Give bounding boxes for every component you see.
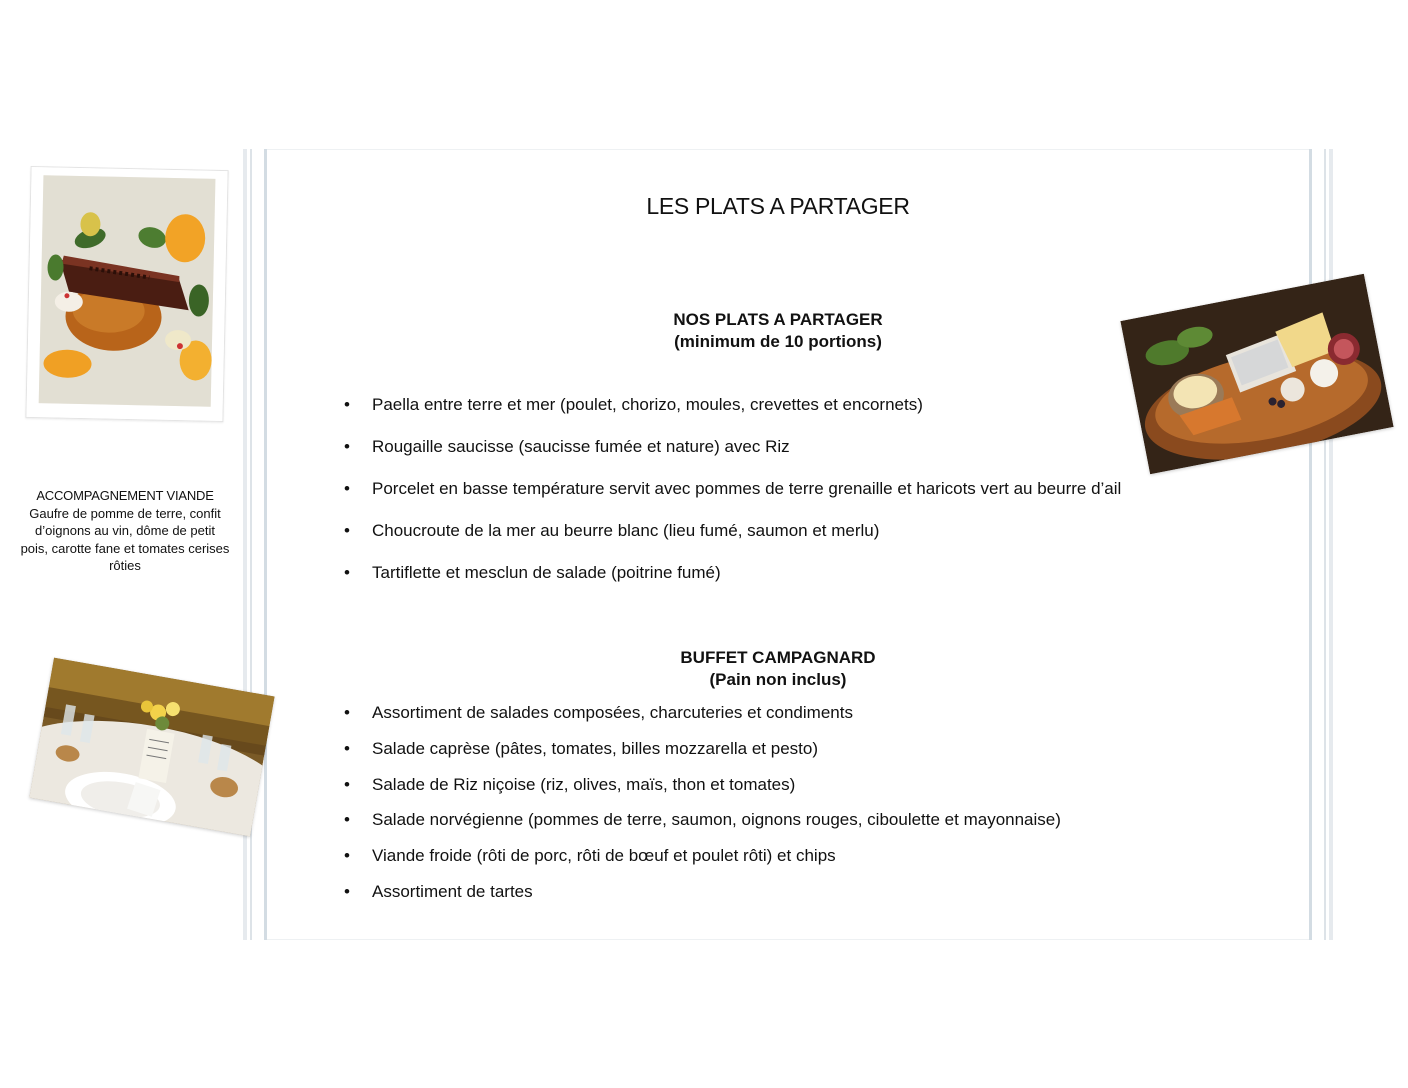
list-item: • Paella entre terre et mer (poulet, chorizo, moules, crevettes et encornets) — [344, 395, 1121, 437]
frame-border-right-inner — [1324, 149, 1326, 940]
side-dish-caption — [20, 487, 230, 575]
dining-table-setting-photo — [29, 658, 274, 837]
list-item: • Rougaille saucisse (saucisse fumée et nature) avec Riz — [344, 437, 1121, 479]
dish-list-plats — [344, 395, 1121, 605]
list-item: • Tartiflette et mesclun de salade (poitrine fumé) — [344, 563, 1121, 605]
list-item: • Salade de Riz niçoise (riz, olives, maïs, thon et tomates) — [344, 775, 1061, 811]
section-heading-buffet — [268, 647, 1288, 691]
section-title: NOS PLATS A PARTAGER — [673, 310, 883, 329]
section-title: BUFFET CAMPAGNARD — [680, 648, 876, 667]
caption-text: Gaufre de pomme de terre, confit d’oignons au vin, dôme de petit pois, carotte fane et tomates cerises rôties — [20, 505, 230, 574]
frame-border-top — [267, 149, 1309, 150]
frame-border-left-accent — [264, 149, 267, 940]
list-item: • Assortiment de tartes — [344, 882, 1061, 918]
dish-list-buffet — [344, 703, 1061, 918]
plated-meat-dish-photo — [25, 166, 228, 422]
frame-border-bottom — [267, 939, 1309, 940]
section-subtitle: (Pain non inclus) — [709, 670, 847, 689]
caption-title: ACCOMPAGNEMENT VIANDE — [36, 488, 214, 503]
list-item: • Choucroute de la mer au beurre blanc (lieu fumé, saumon et merlu) — [344, 521, 1121, 563]
list-item: • Viande froide (rôti de porc, rôti de bœuf et poulet rôti) et chips — [344, 846, 1061, 882]
list-item: • Porcelet en basse température servit avec pommes de terre grenaille et haricots vert au beurre d’ail — [344, 479, 1121, 521]
page-title: LES PLATS A PARTAGER — [646, 193, 910, 219]
list-item: • Salade caprèse (pâtes, tomates, billes mozzarella et pesto) — [344, 739, 1061, 775]
frame-border-right-accent — [1309, 149, 1312, 940]
list-item: • Salade norvégienne (pommes de terre, saumon, oignons rouges, ciboulette et mayonnaise) — [344, 810, 1061, 846]
frame-border-right — [1329, 149, 1333, 940]
list-item: • Assortiment de salades composées, charcuteries et condiments — [344, 703, 1061, 739]
section-subtitle: (minimum de 10 portions) — [674, 332, 882, 351]
